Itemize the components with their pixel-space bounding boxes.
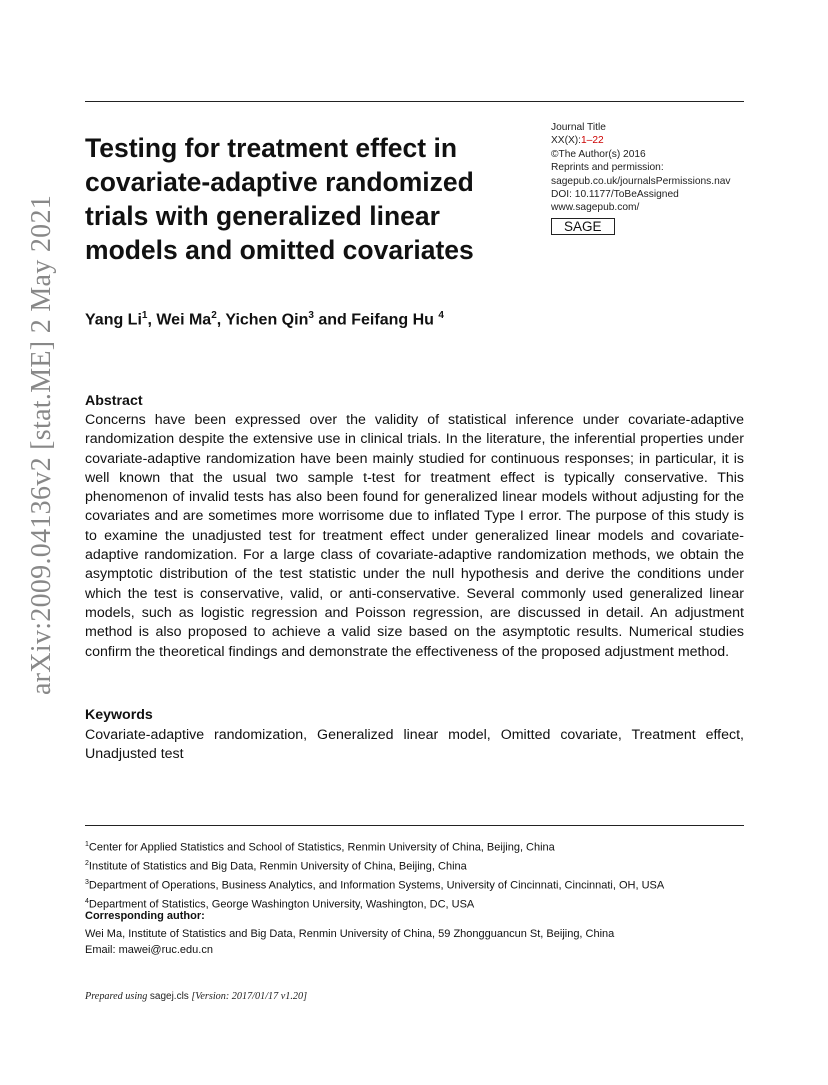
cls-version: [Version: 2017/01/17 v1.20] [188,991,308,1002]
affiliation-item [85,856,664,875]
website: www.sagepub.com/ [551,202,640,214]
affiliation-item [85,875,664,894]
author-affil-sup: 2 [211,310,217,321]
author-sep: and [313,311,352,329]
paper-title [85,131,515,267]
page-range-link[interactable]: 1–22 [581,135,604,147]
author-name: Feifang Hu [351,311,439,329]
corresponding-email: Email: mawei@ruc.edu.cn [85,943,213,956]
author-name: Yichen Qin [225,311,309,329]
title-line: Testing for treatment effect in [85,133,458,163]
author-name: Yang Li [85,311,142,329]
top-rule [85,101,744,102]
permissions-url: sagepub.co.uk/journalsPermissions.nav [551,175,731,187]
prepared-prefix: Prepared using [85,991,150,1002]
abstract-text: Concerns have been expressed over the validity of statistical inference under covariate-adaptive randomization despite the extensive use in clinical trials. In the literature, the inferential properties under covariate-adaptive randomization have been mainly studied for continuous responses; in particular, it is well known that the usual two sample t-test for treatment effect is typically conservative. This phenomenon of invalid tests has also been found for generalized linear models without adjusting for the covariates and are sometimes more worrisome due to inflated Type I error. The purpose of this study is to examine the unadjusted test for treatment effect under generalized linear models and covariate-adaptive randomization. For a large class of covariate-adaptive randomization methods, we obtain the asymptotic distribution of the test statistic under the null hypothesis and derive the conditions under which the test is conservative, valid, or anti-conservative. Several commonly used generalized linear models, such as logistic regression and Poisson regression, are discussed in detail. An adjustment method is also proposed to achieve a valid size based on the asymptotic results. Numerical studies confirm the theoretical findings and demonstrate the effectiveness of the proposed adjustment method. [85,412,744,660]
title-line: trials with generalized linear [85,201,440,231]
copyright: ©The Author(s) 2016 [551,148,646,160]
affiliations [85,837,664,913]
affiliation-text: Department of Operations, Business Analytics, and Information Systems, University of Cincinnati, Cincinnati, OH, USA [88,879,665,892]
affiliation-num: 4 [85,897,89,905]
author-list [85,310,444,329]
author-affil-sup: 3 [308,310,314,321]
author-sep: , [216,311,226,329]
keywords-heading: Keywords [85,707,153,723]
corresponding-heading: Corresponding author: [85,910,205,922]
sage-logo: SAGE [551,218,615,235]
affiliation-text: Center for Applied Statistics and School of Statistics, Renmin University of China, Beijing, China [88,841,555,854]
affiliation-text: Department of Statistics, George Washington University, Washington, DC, USA [88,898,475,911]
affiliation-num: 1 [85,841,89,848]
author-affil-sup: 1 [141,310,148,321]
affiliation-num: 2 [85,859,89,867]
author-sep: , [147,311,157,329]
arxiv-stamp: arXiv:2009.04136v2 [stat.ME] 2 May 2021 [26,194,57,696]
prepared-using-footer [85,991,307,1002]
title-line: covariate-adaptive randomized [85,167,474,197]
author-name: Wei Ma [156,311,212,329]
affiliation-num: 3 [85,878,89,886]
author-affil-sup: 4 [438,310,444,321]
affiliation-item [85,837,664,856]
abstract-heading: Abstract [85,393,143,409]
journal-volume [551,134,731,147]
affiliation-text: Institute of Statistics and Big Data, Renmin University of China, Beijing, China [88,860,467,873]
volume-prefix: XX(X): [551,135,582,147]
cls-name: sagej.cls [149,991,189,1002]
reprints-label: Reprints and permission: [551,162,664,174]
corresponding-address: Wei Ma, Institute of Statistics and Big Data, Renmin University of China, 59 Zhongguancun St, Beijing, China [85,928,615,940]
footnote-rule [85,825,744,826]
corresponding-author [85,927,614,958]
keywords-text: Covariate-adaptive randomization, Generalized linear model, Omitted covariate, Treatment effect, Unadjusted test [85,727,744,763]
doi: DOI: 10.1177/ToBeAssigned [551,189,679,201]
journal-info [551,121,731,235]
title-line: models and omitted covariates [85,235,474,265]
journal-title: Journal Title [551,122,606,133]
